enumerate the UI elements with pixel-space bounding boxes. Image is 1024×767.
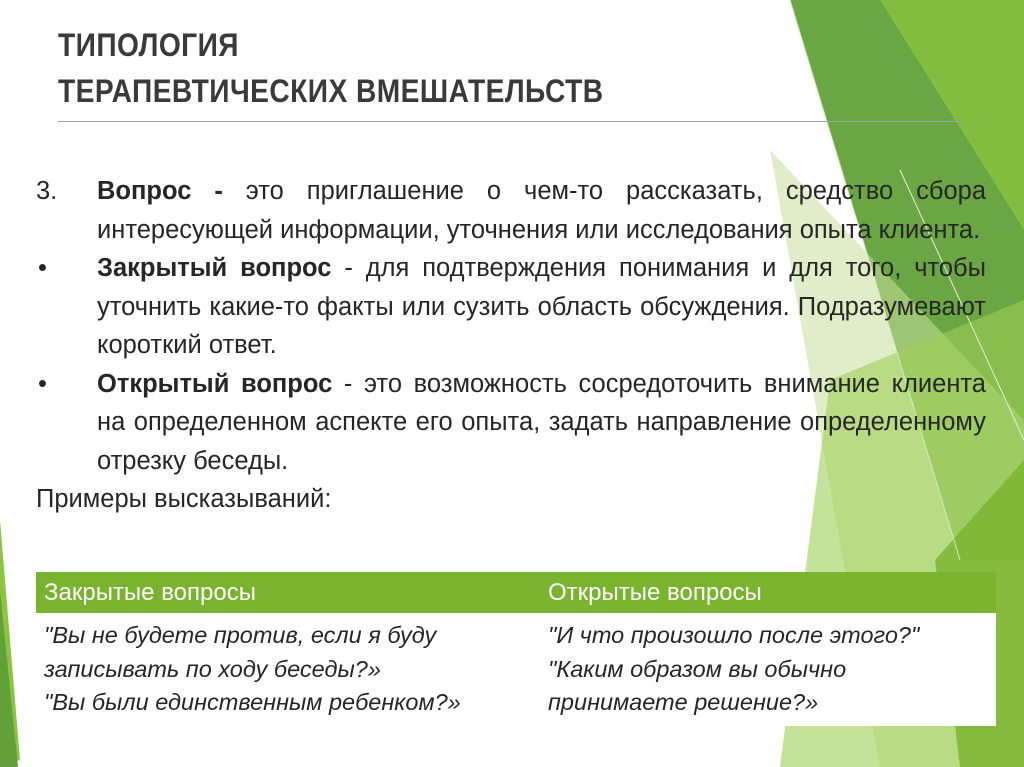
term-question: Вопрос - <box>97 177 223 205</box>
cell-open-examples <box>540 615 996 726</box>
examples-label: Примеры высказываний: <box>36 485 332 513</box>
open-example-1: "И что произошло после этого?" <box>548 622 920 648</box>
item-number: 3. <box>36 177 58 205</box>
open-example-2: "Каким образом вы обычно принимаете решение?» <box>548 655 847 715</box>
list-item-open-question <box>36 365 986 481</box>
title-line-1: ТИПОЛОГИЯ <box>58 27 239 63</box>
list-item-closed-question <box>36 249 986 365</box>
list-item-question <box>36 172 986 249</box>
header-open-questions: Открытые вопросы <box>548 578 762 606</box>
cell-closed-examples <box>36 615 540 726</box>
term-open-question: Открытый вопрос <box>97 369 333 398</box>
closed-example-2: "Вы были единственным ребенком?» <box>44 689 461 715</box>
header-closed-questions: Закрытые вопросы <box>44 578 256 606</box>
bullet-icon: • <box>38 369 47 398</box>
closed-example-1: "Вы не будете против, если я буду записывать по ходу беседы?» <box>44 622 437 682</box>
title-line-2: ТЕРАПЕВТИЧЕСКИХ ВМЕШАТЕЛЬСТВ <box>58 73 604 109</box>
definition-open-question: - это возможность сосредоточить внимание клиента на определенном аспекте его опыта, задать направление определенному отрезку беседы. <box>97 369 986 475</box>
bullet-icon: • <box>38 254 47 282</box>
definition-question: это приглашение о чем-то рассказать, средство сбора интересующей информации, уточнения или исследования опыта клиента. <box>97 177 987 244</box>
title-divider <box>58 121 964 122</box>
table-header-row <box>36 572 996 613</box>
term-closed-question: Закрытый вопрос <box>97 254 332 282</box>
slide-title <box>58 22 604 114</box>
slide-body <box>36 172 986 519</box>
table-row <box>36 613 996 726</box>
examples-table <box>36 572 996 726</box>
definition-closed-question: - для подтверждения понимания и для того, чтобы уточнить какие-то факты или сузить область обсуждения. Подразумевают короткий ответ. <box>97 254 986 359</box>
